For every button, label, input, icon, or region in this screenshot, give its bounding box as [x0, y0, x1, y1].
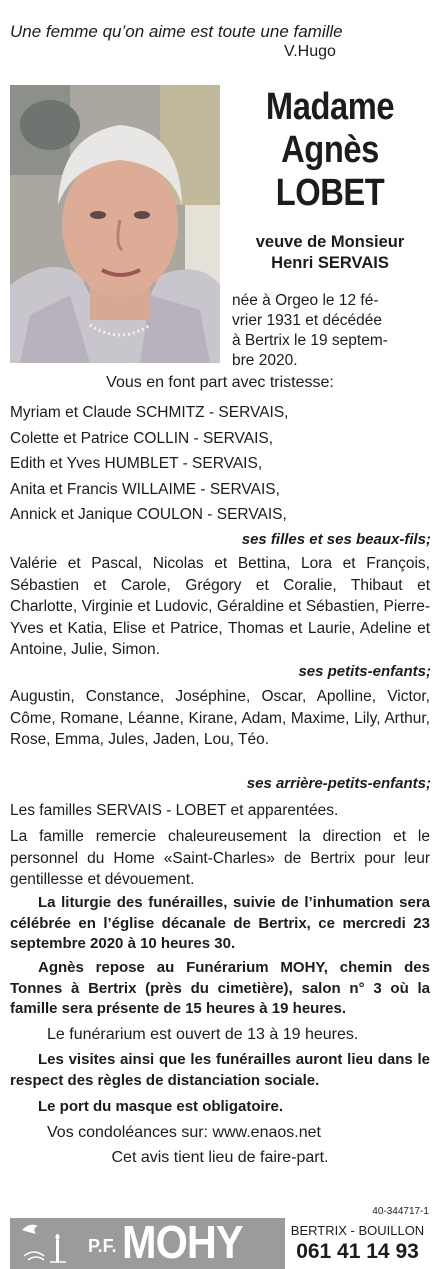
- widow-line-2: Henri SERVAIS: [271, 254, 389, 272]
- child-couple: Anita et Francis WILLAIME - SERVAIS,: [10, 480, 280, 498]
- grandchildren-list: Valérie et Pascal, Nicolas et Bettina, Lora et François, Sébastien et Carole, Grégory et Coralie, Thibaut et Charlotte, Virginie et Ludovic, Géraldine et Sébastien, Pierre-Yves et Katia, Elise et Patrice, Thomas et Laurie, Adeline et Antoine, Julie, Simon.: [10, 555, 430, 658]
- funeral-home-contact: [285, 1218, 430, 1269]
- funeral-home-phone: 061 41 14 93: [296, 1240, 419, 1263]
- widow-line-1: veuve de Monsieur: [255, 233, 405, 251]
- portrait-illustration: [10, 85, 220, 363]
- child-couple: Myriam et Claude SCHMITZ - SERVAIS,: [10, 404, 289, 421]
- funeral-home-banner: [10, 1218, 430, 1269]
- children-label: ses filles et ses beaux-fils;: [241, 531, 431, 548]
- intro-text: Vous en font part avec tristesse:: [106, 374, 334, 391]
- child-couple: Annick et Janique COULON - SERVAIS,: [10, 506, 287, 523]
- dove-candle-icon: [14, 1218, 84, 1269]
- name-first: Agnès: [281, 129, 379, 171]
- child-couple: Edith et Yves HUMBLET - SERVAIS,: [10, 455, 263, 472]
- mask-text: Le port du masque est obligatoire.: [38, 1098, 284, 1115]
- widow-of: [228, 232, 432, 274]
- birth-line: née à Orgeo le 12 fé-: [232, 292, 379, 309]
- funeral-home-logo-area: [10, 1218, 285, 1269]
- quote-text: Une femme qu’on aime est toute une famille: [10, 22, 343, 41]
- condolences-text: Vos condoléances sur: www.enaos.net: [47, 1124, 321, 1141]
- portrait-photo: [10, 85, 220, 363]
- children-list: [10, 400, 430, 528]
- birth-death-details: [232, 291, 432, 371]
- families-text: Les familles SERVAIS - LOBET et apparentées.: [10, 802, 339, 819]
- grandchildren-label: ses petits-enfants;: [298, 663, 431, 680]
- birth-line: bre 2020.: [232, 352, 298, 369]
- quote: [10, 22, 430, 60]
- funeral-home-prefix: P.F.: [88, 1236, 117, 1256]
- notice-text: Cet avis tient lieu de faire-part.: [111, 1149, 329, 1166]
- birth-line: vrier 1931 et décédée: [232, 312, 382, 329]
- great-grandchildren-label: ses arrière-petits-enfants;: [246, 775, 431, 792]
- birth-line: à Bertrix le 19 septem-: [232, 332, 388, 349]
- visits-text: Les visites ainsi que les funérailles auront lieu dans le respect des règles de distanciation sociale.: [10, 1051, 430, 1089]
- great-grandchildren-list: Augustin, Constance, Joséphine, Oscar, Apolline, Victor, Côme, Romane, Léanne, Kirane, Adam, Maxime, Lily, Arthur, Rose, Emma, Jules, Jaden, Lou, Téo.: [10, 688, 430, 748]
- name-last: LOBET: [275, 172, 385, 214]
- rest-text: Agnès repose au Funérarium MOHY, chemin des Tonnes à Bertrix (près du cimetière), salon n° 3 où la famille sera présente de 15 heures à 19 heures.: [10, 959, 430, 1017]
- thanks-text: La famille remercie chaleureusement la direction et le personnel du Home «Saint-Charles» de Bertrix pour leur gentillesse et dévouement.: [10, 828, 430, 888]
- child-couple: Colette et Patrice COLLIN - SERVAIS,: [10, 429, 274, 447]
- liturgy-text: La liturgie des funérailles, suivie de l’inhumation sera célébrée en l’église décanale de Bertrix, ce mercredi 23 septembre 2020 à 10 heures 30.: [10, 894, 430, 952]
- deceased-name: [242, 86, 417, 215]
- hours-text: Le funérarium est ouvert de 13 à 19 heures.: [47, 1026, 359, 1043]
- name-title: Madame: [265, 86, 395, 128]
- quote-author: V.Hugo: [284, 43, 336, 60]
- funeral-home-cities: BERTRIX - BOUILLON: [290, 1223, 425, 1238]
- funeral-home-name: MOHY: [122, 1216, 243, 1268]
- reference-number: 40-344717-1: [372, 1206, 429, 1217]
